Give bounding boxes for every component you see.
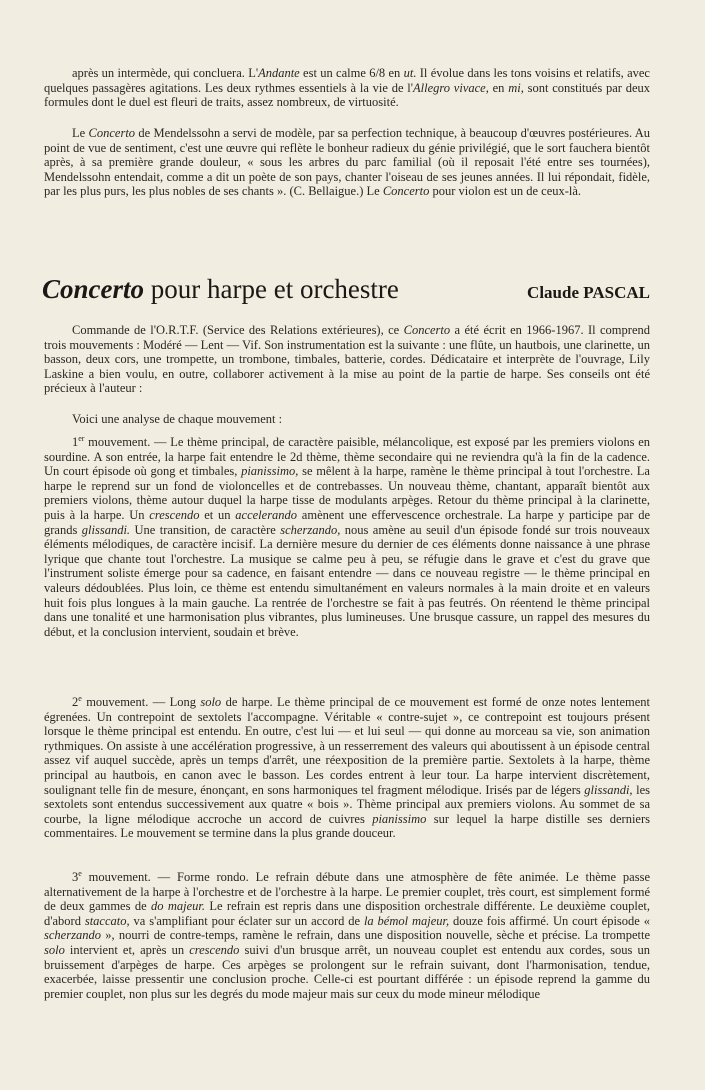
italic-text: accelerando — [235, 507, 298, 522]
text-run: amènent une effervescence orchestrale. La harpe y participe par de grands — [44, 507, 650, 537]
italic-text: Concerto — [382, 184, 430, 199]
italic-text: staccato, — [84, 913, 130, 928]
italic-text: Concerto — [88, 126, 136, 140]
italic-text: scherzando — [44, 928, 101, 943]
italic-text: glissandi. — [81, 522, 131, 537]
section-heading — [42, 274, 650, 308]
text-run: mouvement. — Long — [81, 695, 201, 709]
superscript-text: e — [78, 693, 82, 703]
text-run: après un intermède, qui concluera. L' — [72, 66, 259, 80]
text-run: 3 — [72, 870, 79, 884]
text-run: 2 — [72, 695, 79, 709]
italic-text: Concerto — [403, 323, 451, 337]
text-run: », nourri de contre-temps, ramène le refrain, dans une disposition nouvelle, sèche et précise. La trompette — [100, 928, 650, 943]
italic-text: crescendo — [149, 507, 200, 522]
text-run: et un — [199, 507, 236, 522]
work-title-italic: Concerto — [42, 274, 145, 304]
work-title — [42, 274, 399, 305]
intro-paragraph-andante — [44, 66, 650, 110]
text-run: de harpe. Le thème principal de ce mouvement est formé de onze notes lentement égrenées. Un contrepoint de sextolets l'accompagne. Véritable « contre-sujet », ce contrepoint est toujours présent lorsque le thème principal est entendu. En outre, c'est lui — et lui seul — qui donne au morceau sa vie, son animation rythmiques. On assiste à une accélération progressive, à un resserrement des valeurs qui aboutissent à un épisode central assez vif auquel succède, après un temps d'arrêt, une réexposition de la première partie. Sextolets à la harpe, thème principal au hautbois, en canon avec le basson. Les cordes entrent à leur tour. La harpe intervient discrètement, soulignant telle fin de mesure, énonçant, en sons harmoniques tel fragment mélodique. Irisés par de légers — [44, 695, 650, 797]
italic-text: crescendo — [189, 942, 240, 957]
first-movement-paragraph — [44, 435, 650, 639]
intro-paragraph-mendelssohn — [44, 126, 650, 199]
text-run: a été écrit en 1966-1967. Il comprend trois mouvements : Modéré — Lent — Vif. Son instrumentation est la suivante : une flûte, un hautbois, une clarinette, un basson, deux cors, une trompette, un trombone, timbales, batterie, cordes. Dédicataire et interprète de l'ouvrage, Lily Laskine a bien voulu, en outre, collaborer activement à la mise au point de la partie de harpe. Ses conseils ont été précieux à l'auteur : — [44, 323, 650, 396]
italic-text: scherzando, — [280, 522, 341, 537]
text-run: mouvement. — Forme rondo. Le refrain débute dans une atmosphère de fête animée. Le thème passe alternativement de la harpe à l'orchestre et de l'orchestre à la harpe. Le premier couplet, très court, est simplement formé de deux gammes de — [44, 870, 650, 914]
text-run: 1 — [72, 435, 79, 449]
work-title-rest: pour harpe et orchestre — [144, 274, 399, 304]
text-run: nous amène au seuil d'un épisode fondé sur trois nouveaux éléments mélodiques, de caractère incisif. La dernière mesure du dernier de ces éléments donne naissance à une phrase lyrique que chante tout l'orchestre. La musique se calme peu à peu, se réfugie dans le grave et c'est du grave que l'instrument soliste émerge pour sa cadence, en faisant entendre — dans ce nouveau registre — le thème principal en valeurs dédoublées. Plus loin, ce thème est entendu simultanément en valeurs normales à la main droite et en valeurs huit fois plus longues à la main gauche. La rentrée de l'orchestre se fait à pas feutrés. On réentend le thème principal dans une tonalité et une harmonisation plus vibrantes, plus lumineuses. Une brusque cassure, un rappel des mesures du début, et la conclusion intervient, soudain et brève. — [44, 522, 650, 639]
italic-text: la bémol majeur, — [363, 913, 450, 928]
text-run: est un calme 6/8 en — [299, 66, 404, 80]
italic-text: do majeur. — [151, 899, 206, 914]
text-run: Voici une analyse de chaque mouvement : — [72, 412, 283, 426]
italic-text: Allegro vivace, — [413, 80, 489, 95]
text-run: sur lequel la harpe distille ses derniers commentaires. Le mouvement se termine dans la plus grande douceur. — [44, 811, 650, 841]
italic-text: solo — [44, 942, 65, 957]
text-run: mouvement. — Le thème principal, de caractère paisible, mélancolique, est exposé par les premiers violons en sourdine. A son entrée, la harpe fait entendre le 2d thème, thème secondaire qui ne reviendra qu'à la fin de la cadence. Un court épisode où gong et timbales, — [44, 435, 650, 479]
text-run: va s'amplifiant pour éclater sur un accord de — [129, 913, 364, 928]
italic-text: glissandi, — [584, 782, 633, 797]
superscript-text: er — [78, 433, 85, 443]
composer-name: Claude PASCAL — [527, 283, 650, 302]
italic-text: Andante — [258, 66, 300, 80]
text-run: suivi d'un brusque arrêt, un nouveau couplet est entendu aux cordes, sous un bruissement d'arpèges de harpe. Ces arpèges se prolongent sur le refrain suivant, dont l'harmonisation, tendue, exacerbée, laisse pressentir une conclusion proche. Celle-ci est pourtant différée : un épisode reprend la gamme du premier couplet, non plus sur les degrés du mode majeur mais sur ceux du mode mineur mélodique — [44, 942, 651, 1001]
italic-text: pianissimo, — [241, 464, 299, 479]
superscript-text: e — [78, 868, 82, 878]
third-movement-paragraph — [44, 870, 650, 1001]
text-run: douze fois affirmé. Un court épisode « — [449, 913, 650, 928]
text-run: Le — [72, 126, 89, 140]
text-run: en — [488, 80, 509, 95]
commission-paragraph — [44, 323, 650, 396]
italic-text: ut. — [403, 66, 417, 80]
italic-text: mi, — [508, 80, 524, 95]
text-run: Le refrain est repris dans une disposition orchestrale différente. Le deuxième couplet, d'abord — [44, 899, 650, 928]
text-run: intervient et, après un — [64, 942, 190, 957]
text-run: les sextolets sont entendus successivement aux quatre « bois ». Thème principal aux premiers violons. Au sommet de sa courbe, la ligne mélodique accroche un accord de cuivres — [44, 782, 650, 826]
text-run: Commande de l'O.R.T.F. (Service des Relations extérieures), ce — [72, 323, 404, 337]
text-run: se mêlent à la harpe, ramène le thème principal à tout l'orchestre. La harpe le reprend sur un fond de violoncelles et de contrebasses. Un nouveau thème, chantant, apparaît bientôt aux premiers violons, thème autour duquel la harpe tisse de modulants arpèges. Retour du thème principal à la clarinette, puis à la harpe. Un — [44, 464, 650, 522]
text-run: sont constitués par deux formules dont le duel est fleuri de traits, assez nombreux, de virtuosité. — [44, 80, 650, 110]
text-run: Il évolue dans les tons voisins et relatifs, avec quelques passagères agitations. Les deux rythmes essentiels à la vie de l' — [44, 66, 650, 95]
text-run: de Mendelssohn a servi de modèle, par sa perfection technique, à beaucoup d'œuvres postérieures. Au point de vue de sentiment, c'est une œuvre qui reflète le bonheur radieux du génie privilégié, que le sort fauchera bientôt après, à sa première grande douleur, « sous les arbres du parc familial (où il reposait l'été entre ses tournées), Mendelssohn entendait, comme a dit un poète de son pays, chanter l'oiseau de ses jeunes années. Il lui répondait, fidèle, par les plus purs, les plus nobles de ses chants ». (C. Bellaigue.) Le — [44, 126, 651, 199]
analysis-intro — [44, 412, 650, 427]
text-run: pour violon est un de ceux-là. — [429, 184, 582, 199]
text-run: Une transition, de caractère — [130, 522, 281, 537]
italic-text: solo — [200, 695, 222, 709]
second-movement-paragraph — [44, 695, 650, 841]
italic-text: pianissimo — [372, 811, 427, 826]
